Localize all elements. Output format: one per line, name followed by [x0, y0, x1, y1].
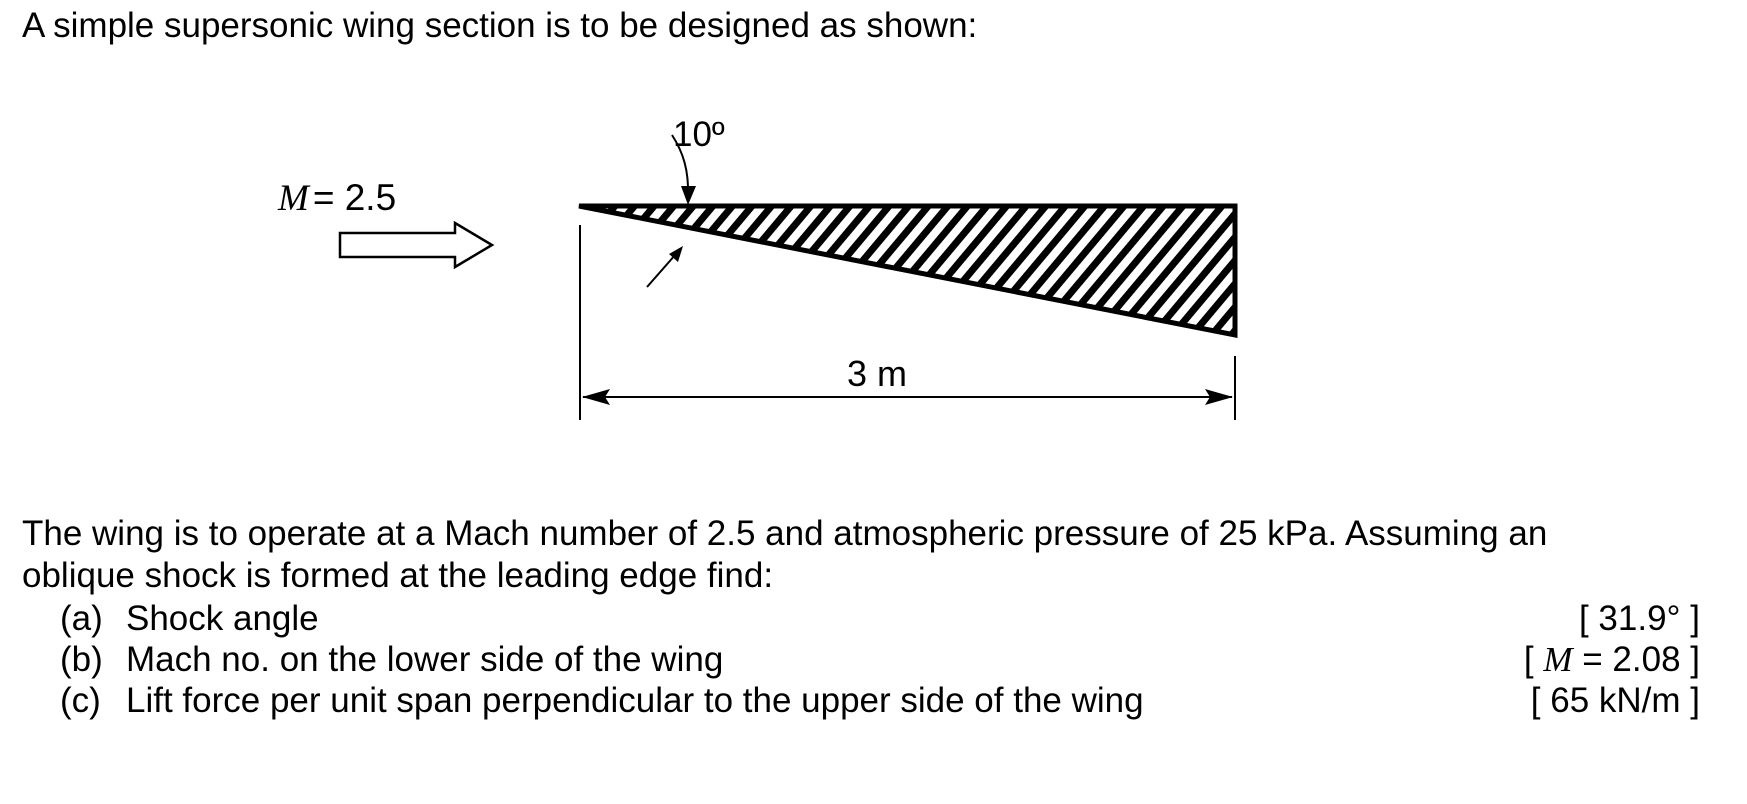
answer-mach-symbol: M [1543, 640, 1573, 679]
question-item-b [60, 639, 1700, 680]
question-letter: (b) [60, 640, 103, 679]
question-answer: [ 65 kN/m ] [1530, 681, 1700, 720]
mach-symbol: M [278, 178, 309, 219]
question-item-c [60, 680, 1700, 721]
question-text: Lift force per unit span perpendicular to the upper side of the wing [126, 681, 1144, 720]
flow-direction-arrow [340, 223, 492, 267]
question-list [60, 598, 1700, 721]
question-letter: (c) [60, 681, 101, 720]
question-text: Mach no. on the lower side of the wing [126, 640, 724, 679]
angle-arrow-lower [647, 254, 676, 287]
statement-line-2: oblique shock is formed at the leading edge find: [22, 556, 774, 595]
mach-number-label [277, 177, 396, 219]
problem-statement [22, 513, 1682, 597]
length-label: 3 m [847, 353, 908, 394]
mach-value: = 2.5 [312, 177, 397, 218]
question-item-a [60, 598, 1700, 639]
wing-wedge [579, 206, 1235, 335]
question-answer: [ 31.9° ] [1578, 599, 1700, 638]
statement-line-1: The wing is to operate at a Mach number of 2.5 and atmospheric pressure of 25 kPa. Assuming an [22, 514, 1548, 553]
problem-intro: A simple supersonic wing section is to be designed as shown: [22, 6, 978, 45]
answer-open-bracket: [ [1523, 640, 1544, 679]
question-answer [1524, 639, 1700, 680]
angle-label: 10º [673, 115, 725, 154]
answer-value: = 2.08 ] [1572, 640, 1700, 679]
angle-arrow-upper-head [681, 186, 696, 205]
question-letter: (a) [60, 599, 103, 638]
question-text: Shock angle [126, 599, 319, 638]
